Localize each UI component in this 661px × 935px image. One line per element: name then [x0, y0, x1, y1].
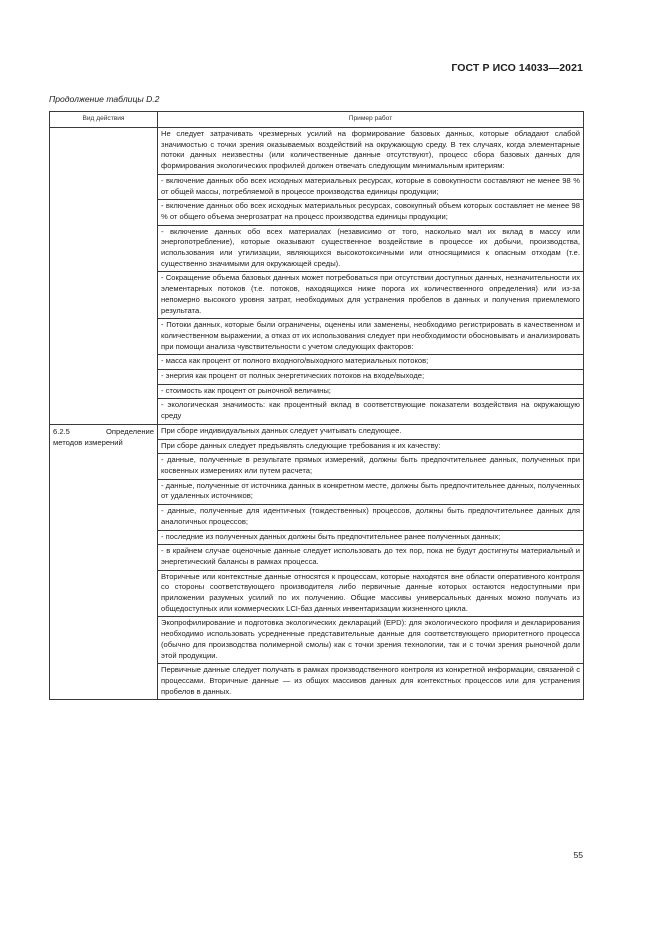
examples-cell [158, 128, 584, 425]
paragraph: - данные, полученные для идентичных (тождественных) процессов, должны быть предпочтительнее данных для аналогичных процессов; [158, 504, 583, 529]
paragraph: - энергия как процент от полных энергетических потоков на входе/выходе; [158, 369, 583, 384]
paragraph: Вторичные или контекстные данные относятся к процессам, которые находятся вне области оперативного контроля со стороны соответствующего производителя либо первичные данные которых остаются недоступными при приложении разумных усилий по их получению. Общие массивы универсальных данных можно получать из общедоступных или коммерческих LCI-баз данных инвентаризации жизненного цикла. [158, 570, 583, 617]
paragraph: - последние из полученных данных должны быть предпочтительнее ранее полученных данных; [158, 530, 583, 545]
document-standard-header: ГОСТ Р ИСО 14033—2021 [451, 62, 583, 74]
paragraph: - включение данных обо всех исходных материальных ресурсах, которые в совокупности составляют не менее 98 % от общей массы, потребляемой в процессе производства единицы продукции; [158, 174, 583, 199]
paragraph: Первичные данные следует получать в рамках производственного контроля из конкретной информации, связанной с процессами. Вторичные данные — из общих массивов данных для контекстных процессов или для устранения пробелов в данных. [158, 663, 583, 699]
paragraph: - включение данных обо всех материалах (независимо от того, насколько мал их вклад в массу или энергопотребление), которые оказывают существенное воздействие в процессе их добычи, производства, использования или утилизации, являющихся высокотоксичными или относящимися к опасным отходам (т.е. существенно значимыми для окружающей среды). [158, 225, 583, 272]
examples-cell [158, 424, 584, 699]
action-label [53, 427, 154, 438]
page-number: 55 [573, 850, 583, 860]
table-header-row [50, 112, 584, 128]
paragraph: При сборе данных следует предъявлять следующие требования к их качеству: [158, 439, 583, 454]
action-cell [50, 424, 158, 699]
action-cell [50, 128, 158, 425]
paragraph: - в крайнем случае оценочные данные следует использовать до тех пор, пока не будут достигнуты материальный и энергетический балансы в рамках процесса. [158, 544, 583, 569]
paragraph: - экологическая значимость: как процентный вклад в соответствующие показатели воздействия на окружающую среду [158, 398, 583, 423]
paragraph: Экопрофилирование и подготовка экологических деклараций (EPD): для экологического профиля и декларирования необходимо использовать усредненные представительные данные для соответствующего приоритетного процесса (обычно для производства полимерной смолы) как с точки зрения технологии, так и с точки зрения рыночной доли этой продукции. [158, 616, 583, 663]
paragraph: - включение данных обо всех исходных материальных ресурсах, совокупный объем которых составляет не менее 98 % от общего объема энергозатрат на процесс производства единицы продукции; [158, 199, 583, 224]
action-word: Определение [105, 426, 154, 436]
paragraph: - Сокращение объема базовых данных может потребоваться при отсутствии доступных данных, незначительности их элементарных потоков (т.е. потоков, находящихся ниже порога их количественного определения) или из-за непомерно высокого уровня затрат, необходимых для устранения пробелов в данных и получения приемлемого результата. [158, 271, 583, 318]
paragraph: Не следует затрачивать чрезмерных усилий на формирование базовых данных, которые обладают слабой значимостью с точки зрения оказываемых воздействий на окружающую среду. В тех случаях, когда элементарные потоки данных неизвестны (или количественные данные отсутствуют), процесс сбора базовых данных для формирования экологических профилей должен отвечать следующим минимальным критериям: [161, 129, 580, 171]
paragraph: - данные, полученные от источника данных в конкретном месте, должны быть предпочтительнее данных, полученных от удаленных источников; [158, 479, 583, 504]
requirements-table [49, 111, 584, 700]
action-number: 6.2.5 [53, 426, 70, 436]
paragraph: - масса как процент от полного входного/выходного материальных потоков; [158, 354, 583, 369]
column-header-examples: Пример работ [158, 112, 584, 128]
table-continuation-caption: Продолжение таблицы D.2 [49, 94, 160, 104]
table-row [50, 424, 584, 699]
column-header-action: Вид действия [50, 112, 158, 128]
paragraph: - Потоки данных, которые были ограничены, оценены или заменены, необходимо регистрировать в качественном и количественном выражении, а отказ от их использования следует при необходимости обосновывать и анализировать при помощи анализа чувствительности с учетом следующих факторов: [158, 318, 583, 354]
paragraph: - данные, полученные в результате прямых измерений, должны быть предпочтительнее данных, полученных при косвенных измерениях или путем расчета; [158, 453, 583, 478]
action-label-continued: методов измерений [53, 437, 123, 447]
paragraph: При сборе индивидуальных данных следует учитывать следующее. [161, 425, 402, 435]
paragraph: - стоимость как процент от рыночной величины; [158, 384, 583, 399]
table-row [50, 128, 584, 425]
